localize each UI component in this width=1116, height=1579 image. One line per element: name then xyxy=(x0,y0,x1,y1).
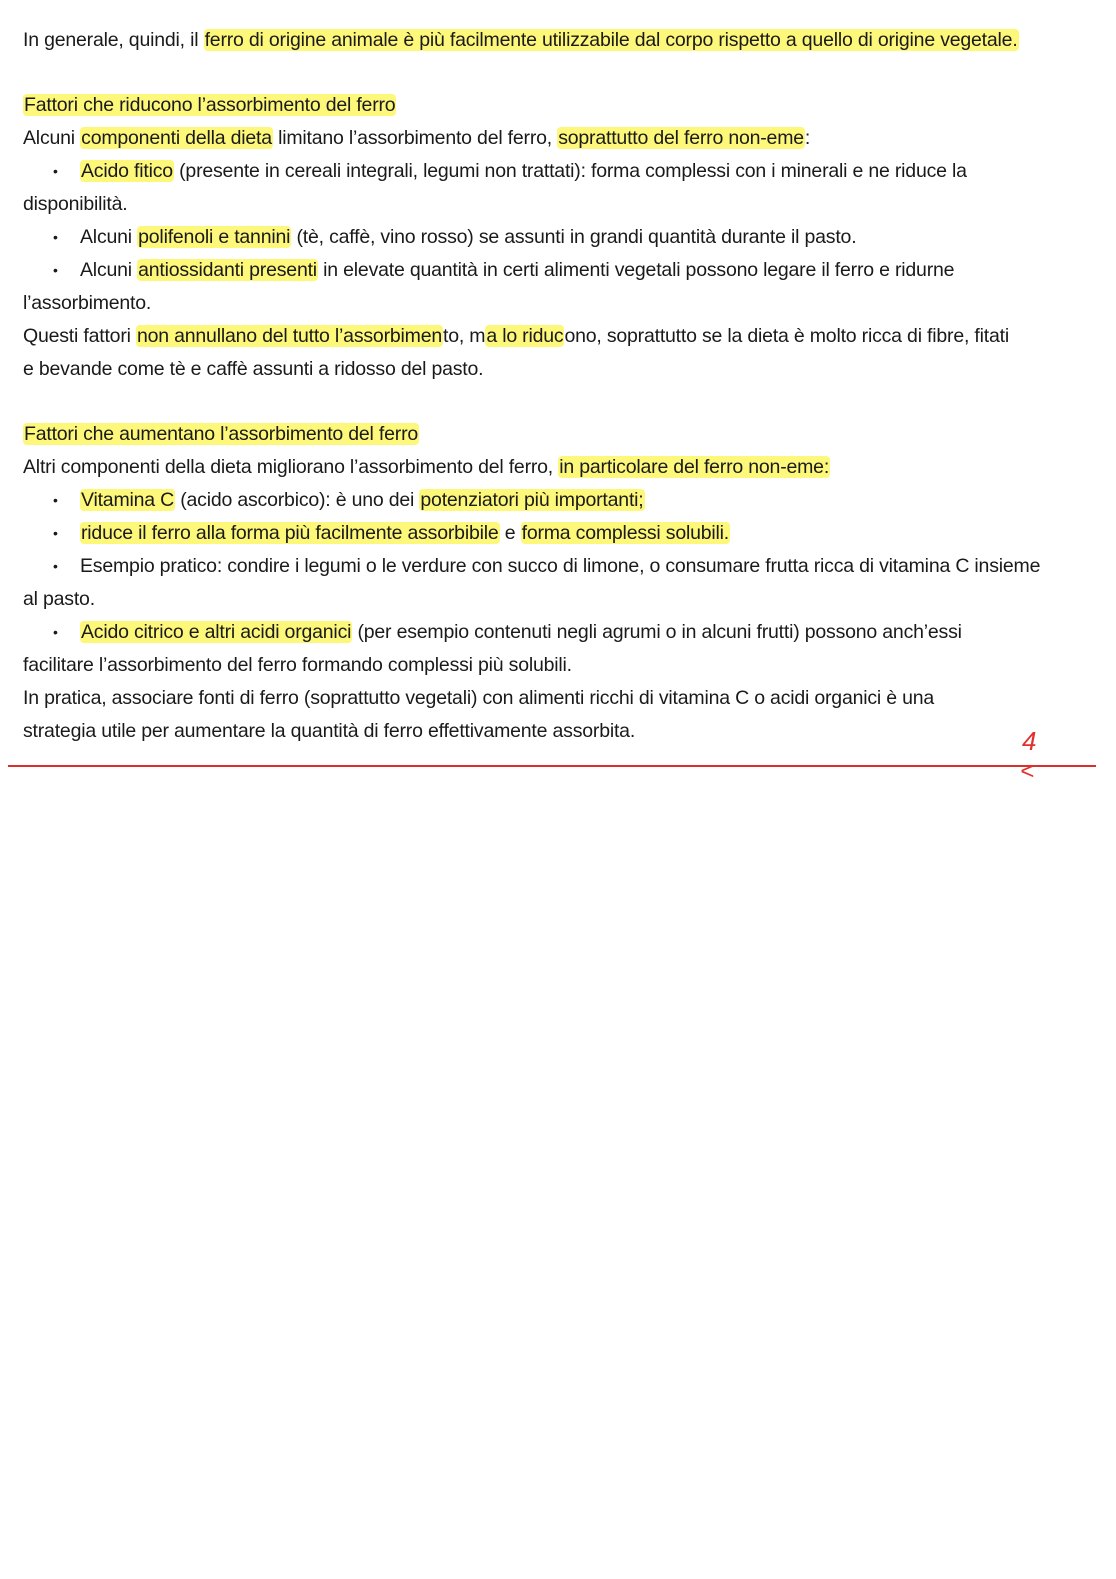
text-segment: to, m xyxy=(442,325,486,347)
text-segment: in elevate quantità in certi alimenti vegetali possono legare il ferro e ridurne xyxy=(317,259,955,281)
text-segment: ono, soprattutto se la dieta è molto ricca di fibre, fitati xyxy=(564,325,1009,347)
bullet-line xyxy=(23,221,1103,254)
bullet-icon: • xyxy=(53,229,58,245)
text-segment: Alcuni xyxy=(80,259,138,281)
text-segment: (presente in cereali integrali, legumi non trattati): forma complessi con i minerali e ne riduce la xyxy=(173,160,967,182)
bullet-icon: • xyxy=(53,558,58,574)
page-number-mark: 4 xyxy=(1022,726,1037,756)
text-segment: Questi fattori xyxy=(23,325,136,347)
document-body xyxy=(23,24,1103,748)
highlighted-text: Acido fitico xyxy=(81,160,173,182)
text-segment: Altri componenti della dieta migliorano l’assorbimento del ferro, xyxy=(23,456,559,478)
highlighted-text: potenziatori più importanti; xyxy=(420,489,644,511)
text-segment: facilitare l’assorbimento del ferro formando complessi più solubili. xyxy=(23,654,572,676)
text-segment: (per esempio contenuti negli agrumi o in alcuni frutti) possono anch’essi xyxy=(352,621,962,643)
bullet-icon: • xyxy=(53,624,58,640)
highlighted-text: Vitamina C xyxy=(81,489,175,511)
text-line xyxy=(23,715,1103,748)
highlighted-text: in particolare del ferro non-eme: xyxy=(559,456,830,478)
bullet-line xyxy=(23,517,1103,550)
text-line xyxy=(23,649,1103,682)
highlighted-text: forma complessi solubili. xyxy=(521,522,730,544)
text-line xyxy=(23,122,1103,155)
text-line xyxy=(23,418,1103,451)
text-segment: Esempio pratico: condire i legumi o le verdure con succo di limone, o consumare frutta ricca di vitamina C insieme xyxy=(80,555,1041,577)
text-line xyxy=(23,451,1103,484)
highlighted-text: Acido citrico e altri acidi organici xyxy=(81,621,352,643)
highlighted-text: Fattori che riducono l’assorbimento del ferro xyxy=(24,94,396,116)
text-segment: e bevande come tè e caffè assunti a ridosso del pasto. xyxy=(23,358,484,380)
text-segment: (acido ascorbico): è uno dei xyxy=(175,489,420,511)
text-line xyxy=(23,353,1103,386)
bullet-line xyxy=(23,484,1103,517)
bullet-line xyxy=(23,155,1103,188)
bullet-icon: • xyxy=(53,262,58,278)
text-segment: strategia utile per aumentare la quantità di ferro effettivamente assorbita. xyxy=(23,720,636,742)
page-symbol-mark: < xyxy=(1020,758,1035,785)
highlighted-text: riduce il ferro alla forma più facilmente assorbibile xyxy=(81,522,499,544)
highlighted-text: Fattori che aumentano l’assorbimento del ferro xyxy=(24,423,419,445)
text-line xyxy=(23,583,1103,616)
bullet-line xyxy=(23,550,1103,583)
highlighted-text: non annullano del tutto l’assorbimen xyxy=(136,325,442,347)
text-segment: Alcuni xyxy=(23,127,81,149)
text-line xyxy=(23,320,1103,353)
highlighted-text: componenti della dieta xyxy=(81,127,272,149)
text-line xyxy=(23,287,1103,320)
highlighted-text: soprattutto del ferro non-eme xyxy=(558,127,804,149)
text-segment: Alcuni xyxy=(80,226,138,248)
text-line xyxy=(23,89,1103,122)
text-segment: al pasto. xyxy=(23,588,95,610)
blank-line xyxy=(23,386,1103,418)
text-line xyxy=(23,188,1103,221)
bullet-icon: • xyxy=(53,163,58,179)
text-segment: disponibilità. xyxy=(23,193,128,215)
text-line xyxy=(23,682,1103,715)
bullet-icon: • xyxy=(53,525,58,541)
text-segment: limitano l’assorbimento del ferro, xyxy=(272,127,558,149)
text-line xyxy=(23,24,1103,57)
text-segment: (tè, caffè, vino rosso) se assunti in grandi quantità durante il pasto. xyxy=(291,226,857,248)
highlighted-text: antiossidanti presenti xyxy=(138,259,317,281)
bullet-icon: • xyxy=(53,492,58,508)
bullet-line xyxy=(23,616,1103,649)
text-segment: : xyxy=(804,127,811,149)
text-segment: l’assorbimento. xyxy=(23,292,152,314)
text-segment: In generale, quindi, il xyxy=(23,29,204,51)
page-divider xyxy=(8,765,1096,767)
highlighted-text: polifenoli e tannini xyxy=(138,226,291,248)
highlighted-text: ferro di origine animale è più facilmente utilizzabile dal corpo rispetto a quello di origine vegetale. xyxy=(204,29,1018,51)
highlighted-text: a lo riduc xyxy=(486,325,564,347)
text-segment: e xyxy=(499,522,521,544)
text-segment: In pratica, associare fonti di ferro (soprattutto vegetali) con alimenti ricchi di vitamina C o acidi organici è una xyxy=(23,687,935,709)
blank-line xyxy=(23,57,1103,89)
bullet-line xyxy=(23,254,1103,287)
